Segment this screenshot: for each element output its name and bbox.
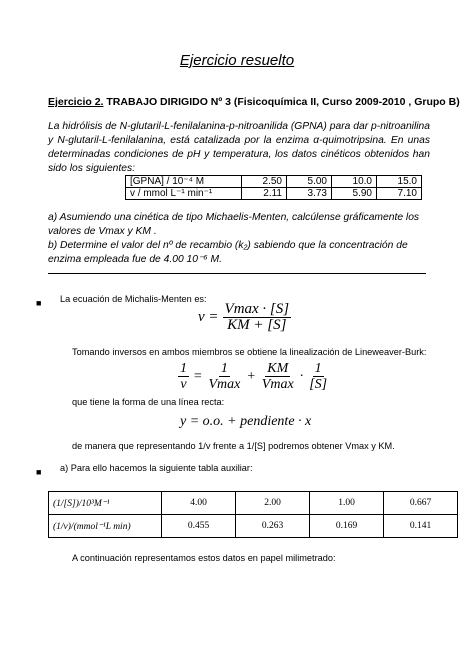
divider xyxy=(48,273,426,274)
bullet-text-1: La ecuación de Michalis-Menten es: xyxy=(60,294,207,304)
question-a: a) Asumiendo una cinética de tipo Michaelis-Menten, calcúlense gráficamente los valores de Vmax y KM . xyxy=(48,212,420,237)
bullet-icon: ■ xyxy=(36,298,42,308)
row-label-gpna: [GPNA] / 10⁻⁴ M xyxy=(126,176,242,188)
eq-part: Vmax xyxy=(261,377,294,392)
table-cell: 7.10 xyxy=(377,188,422,200)
table-row xyxy=(49,492,458,515)
kinetic-data-table xyxy=(125,175,422,200)
line-equation: y = o.o. + pendiente · x xyxy=(180,414,312,429)
table-cell: 1.00 xyxy=(310,492,384,515)
exercise-heading-text: TRABAJO DIRIGIDO Nº 3 (Fisicoquímica II, Curso 2009-2010 , Grupo B) xyxy=(103,96,460,108)
eq-part: = xyxy=(193,368,203,384)
page-title: Ejercicio resuelto xyxy=(179,52,295,69)
table-cell: 0.667 xyxy=(384,492,458,515)
eq-part: Vmax xyxy=(208,377,241,392)
eq-part: 1 xyxy=(180,361,187,376)
question-b: b) Determine el valor del nº de recambio (k₂) sabiendo que la concentración de enzima empleada fue de 4.00 10⁻⁶ M. xyxy=(48,240,408,265)
eq-part: 1 xyxy=(314,361,322,376)
table-row xyxy=(49,515,458,538)
table-cell: 3.73 xyxy=(287,188,332,200)
auxiliary-table xyxy=(48,491,458,538)
table-row xyxy=(126,176,422,188)
table-row xyxy=(126,188,422,200)
bullet-text-2: a) Para ello hacemos la siguiente tabla auxiliar: xyxy=(60,463,253,473)
table-cell: 10.0 xyxy=(332,176,377,188)
row-label-inv-s: (1/[S])/10³M⁻¹ xyxy=(49,492,162,515)
row-label-velocity: v / mmol L⁻¹ min⁻¹ xyxy=(126,188,242,200)
row-label-inv-v: (1/v)/(mmol⁻¹L min) xyxy=(49,515,162,538)
text-straight-line: que tiene la forma de una línea recta: xyxy=(72,397,225,407)
text-lineweaver: Tomando inversos en ambos miembros se obtiene la linealización de Lineweaver-Burk: xyxy=(72,347,427,357)
eq-part: v xyxy=(180,377,187,392)
eq-part: 1 xyxy=(220,361,228,376)
eq-part: KM xyxy=(267,361,289,376)
table-cell: 0.169 xyxy=(310,515,384,538)
table-cell: 2.00 xyxy=(236,492,310,515)
eq-denominator: KM + [S] xyxy=(227,317,287,333)
table-cell: 5.00 xyxy=(287,176,332,188)
table-cell: 4.00 xyxy=(162,492,236,515)
table-cell: 2.50 xyxy=(242,176,287,188)
table-cell: 2.11 xyxy=(242,188,287,200)
table-cell: 0.141 xyxy=(384,515,458,538)
exercise-label: Ejercicio 2. xyxy=(48,96,104,108)
table-cell: 15.0 xyxy=(377,176,422,188)
lineweaver-burk-equation xyxy=(178,361,329,392)
table-cell: 0.455 xyxy=(162,515,236,538)
text-plot-method: de manera que representando 1/v frente a 1/[S] podremos obtener Vmax y KM. xyxy=(72,441,395,451)
eq-part: [S] xyxy=(309,377,328,392)
questions xyxy=(48,211,434,267)
eq-part: · xyxy=(299,368,304,384)
bullet-icon: ■ xyxy=(36,467,42,477)
table-cell: 5.90 xyxy=(332,188,377,200)
text-graph-paper: A continuación representamos estos datos en papel milimetrado: xyxy=(72,553,336,563)
eq-lhs: v = xyxy=(198,309,219,325)
exercise-heading xyxy=(48,96,460,108)
intro-paragraph: La hidrólisis de N-glutaril-L-fenilalanina-p-nitroanilida (GPNA) para dar p-nitroanilina y N-glutaril-L-fenilalanina, está catalizada por la enzima α-quimotripsina. En unas determinadas condiciones de pH y temperatura, los datos cinéticos obtenidos han sido los siguientes: xyxy=(48,121,430,174)
michaelis-menten-equation xyxy=(198,302,291,333)
table-cell: 0.263 xyxy=(236,515,310,538)
eq-numerator: Vmax · [S] xyxy=(224,301,290,317)
eq-part: + xyxy=(246,368,256,384)
